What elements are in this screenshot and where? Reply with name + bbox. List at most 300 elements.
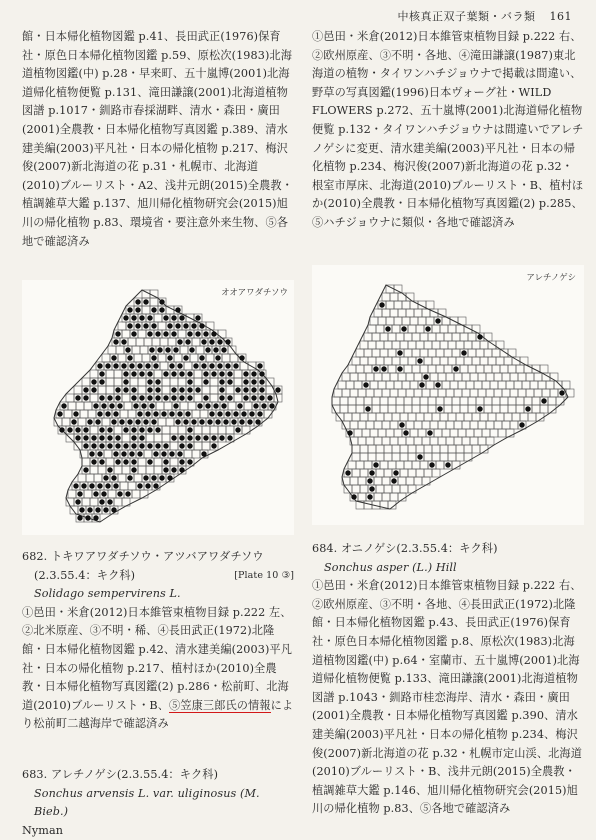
occurrence-dot	[155, 379, 160, 384]
occurrence-dot	[107, 443, 112, 448]
occurrence-dot	[237, 403, 242, 408]
occurrence-dot	[157, 347, 162, 352]
occurrence-dot	[127, 355, 132, 360]
entry-683	[22, 766, 294, 840]
occurrence-dot	[79, 507, 84, 512]
occurrence-dot	[251, 395, 256, 400]
occurrence-dot	[427, 430, 432, 435]
occurrence-dot	[83, 387, 88, 392]
occurrence-dot	[151, 475, 156, 480]
occurrence-dot	[179, 435, 184, 440]
occurrence-dot	[209, 363, 214, 368]
occurrence-dot	[559, 390, 564, 395]
occurrence-dot	[131, 435, 136, 440]
occurrence-dot	[219, 435, 224, 440]
occurrence-dot	[453, 366, 458, 371]
occurrence-dot	[187, 443, 192, 448]
occurrence-dot	[393, 470, 398, 475]
occurrence-dot	[73, 411, 78, 416]
occurrence-dot	[211, 371, 216, 376]
occurrence-dot	[435, 382, 440, 387]
left-continued-paragraph: 館・日本帰化植物図鑑 p.41、長田武正(1976)保育社・原色日本帰化植物図鑑 p.59、原松次(1983)北海道植物図鑑(中) p.28・早来町、五十嵐博(2001)北海道帰化植物便覧 p.131、滝田謙譲(2001)北海道植物図譜 p.1017・釧路市春採湖畔、清水・森田・廣田(2001)全農教・日本帰化植物写真図鑑 p.389、清水建美編(2003)平凡社・日本の帰化植物 p.217、梅沢俊(2007)新北海道の花 p.31・札幌市、北海道(2010)ブルーリスト・A2、浅井元朗(2015)全農教・植調雑草大鑑 p.137、旭川帰化植物研究会(2015)旭川の帰化植物 p.83、環境省・要注意外来生物、⑤各地で確認済み	[22, 30, 293, 248]
hokkaido-grid-map-right	[312, 265, 584, 525]
occurrence-dot	[203, 395, 208, 400]
occurrence-dot	[417, 454, 422, 459]
occurrence-dot	[147, 387, 152, 392]
occurrence-dot	[149, 403, 154, 408]
occurrence-dot	[187, 459, 192, 464]
occurrence-dot	[105, 411, 110, 416]
occurrence-dot	[99, 427, 104, 432]
occurrence-dot	[379, 302, 384, 307]
occurrence-dot	[95, 419, 100, 424]
occurrence-dot	[171, 371, 176, 376]
occurrence-dot	[123, 371, 128, 376]
occurrence-dot	[201, 339, 206, 344]
occurrence-dot	[155, 395, 160, 400]
occurrence-dot	[99, 499, 104, 504]
occurrence-dot	[101, 403, 106, 408]
occurrence-dot	[107, 427, 112, 432]
occurrence-dot	[127, 323, 132, 328]
occurrence-dot	[113, 451, 118, 456]
occurrence-dot	[155, 427, 160, 432]
occurrence-dot	[201, 451, 206, 456]
occurrence-dot	[97, 451, 102, 456]
occurrence-dot	[187, 331, 192, 336]
occurrence-dot	[275, 387, 280, 392]
occurrence-dot	[175, 307, 180, 312]
occurrence-dot	[179, 443, 184, 448]
occurrence-dot	[99, 371, 104, 376]
occurrence-dot	[195, 387, 200, 392]
occurrence-dot	[219, 387, 224, 392]
occurrence-dot	[89, 451, 94, 456]
occurrence-dot	[239, 419, 244, 424]
occurrence-dot	[251, 371, 256, 376]
occurrence-dot	[257, 363, 262, 368]
occurrence-dot	[187, 427, 192, 432]
occurrence-dot	[163, 395, 168, 400]
occurrence-dot	[177, 339, 182, 344]
entry-682-body-tail: により松前町二越海岸で確認済み	[22, 698, 294, 731]
occurrence-dot	[91, 379, 96, 384]
occurrence-dot	[165, 347, 170, 352]
occurrence-dot	[435, 318, 440, 323]
occurrence-dot	[167, 323, 172, 328]
occurrence-dot	[139, 395, 144, 400]
occurrence-dot	[145, 411, 150, 416]
occurrence-dot	[201, 363, 206, 368]
occurrence-dot	[135, 299, 140, 304]
occurrence-dot	[155, 387, 160, 392]
occurrence-dot	[239, 355, 244, 360]
occurrence-dot	[123, 379, 128, 384]
occurrence-dot	[171, 331, 176, 336]
occurrence-dot	[429, 462, 434, 467]
occurrence-dot	[243, 387, 248, 392]
occurrence-dot	[97, 363, 102, 368]
occurrence-dot	[83, 467, 88, 472]
occurrence-dot	[235, 387, 240, 392]
occurrence-dot	[109, 403, 114, 408]
occurrence-dot	[233, 411, 238, 416]
occurrence-dot	[217, 363, 222, 368]
occurrence-dot	[139, 435, 144, 440]
occurrence-dot	[231, 419, 236, 424]
occurrence-dot	[215, 355, 220, 360]
occurrence-dot	[169, 363, 174, 368]
occurrence-dot	[227, 371, 232, 376]
occurrence-dot	[191, 323, 196, 328]
hokkaido-grid-map-left	[22, 280, 294, 535]
occurrence-dot	[461, 350, 466, 355]
occurrence-dot	[363, 382, 368, 387]
distribution-map-left	[22, 280, 294, 535]
occurrence-dot	[87, 507, 92, 512]
occurrence-dot	[195, 435, 200, 440]
occurrence-dot	[169, 411, 174, 416]
occurrence-dot	[151, 323, 156, 328]
occurrence-dot	[81, 483, 86, 488]
occurrence-dot	[57, 411, 62, 416]
left-column-top-text	[22, 28, 294, 251]
occurrence-dot	[101, 491, 106, 496]
occurrence-dot	[147, 379, 152, 384]
occurrence-dot	[347, 430, 352, 435]
occurrence-dot	[147, 443, 152, 448]
occurrence-dot	[123, 387, 128, 392]
occurrence-dot	[225, 339, 230, 344]
occurrence-dot	[365, 406, 370, 411]
occurrence-dot	[99, 395, 104, 400]
occurrence-dot	[85, 515, 90, 520]
page-number: 161	[549, 10, 572, 23]
occurrence-dot	[147, 459, 152, 464]
occurrence-dot	[153, 483, 158, 488]
occurrence-dot	[115, 443, 120, 448]
occurrence-dot	[351, 494, 356, 499]
occurrence-dot	[141, 403, 146, 408]
occurrence-dot	[123, 459, 128, 464]
occurrence-dot	[135, 419, 140, 424]
occurrence-dot	[241, 411, 246, 416]
occurrence-dot	[163, 331, 168, 336]
occurrence-dot	[151, 419, 156, 424]
occurrence-dot	[253, 403, 258, 408]
entry-682-scientific-name: Solidago sempervirens L.	[34, 587, 181, 601]
entry-682-heading: 682. トキワアワダチソウ・アツバアワダチソウ	[22, 550, 264, 563]
occurrence-dot	[225, 411, 230, 416]
occurrence-dot	[369, 470, 374, 475]
occurrence-dot	[107, 395, 112, 400]
occurrence-dot	[113, 363, 118, 368]
occurrence-dot	[125, 347, 130, 352]
occurrence-dot	[153, 363, 158, 368]
entry-684-scientific-name: Sonchus asper (L.) Hill	[324, 560, 457, 574]
occurrence-dot	[177, 363, 182, 368]
occurrence-dot	[269, 403, 274, 408]
occurrence-dot	[163, 443, 168, 448]
occurrence-dot	[119, 419, 124, 424]
occurrence-dot	[145, 483, 150, 488]
occurrence-dot	[187, 387, 192, 392]
occurrence-dot	[131, 395, 136, 400]
occurrence-dot	[167, 355, 172, 360]
occurrence-dot	[75, 435, 80, 440]
occurrence-dot	[209, 411, 214, 416]
occurrence-dot	[213, 403, 218, 408]
occurrence-dot	[75, 499, 80, 504]
occurrence-dot	[385, 326, 390, 331]
occurrence-dot	[179, 315, 184, 320]
occurrence-dot	[67, 427, 72, 432]
occurrence-dot	[99, 435, 104, 440]
occurrence-dot	[131, 387, 136, 392]
occurrence-dot	[143, 475, 148, 480]
occurrence-dot	[367, 494, 372, 499]
occurrence-dot	[249, 411, 254, 416]
occurrence-dot	[131, 459, 136, 464]
occurrence-dot	[261, 403, 266, 408]
occurrence-dot	[71, 419, 76, 424]
occurrence-dot	[59, 427, 64, 432]
occurrence-dot	[155, 331, 160, 336]
occurrence-dot	[143, 323, 148, 328]
occurrence-dot	[123, 427, 128, 432]
occurrence-dot	[227, 379, 232, 384]
occurrence-dot	[211, 435, 216, 440]
occurrence-dot	[187, 395, 192, 400]
occurrence-dot	[137, 411, 142, 416]
occurrence-dot	[391, 478, 396, 483]
occurrence-dot	[139, 315, 144, 320]
occurrence-dot	[61, 403, 66, 408]
occurrence-dot	[93, 515, 98, 520]
occurrence-dot	[417, 358, 422, 363]
occurrence-dot	[75, 395, 80, 400]
occurrence-dot	[111, 355, 116, 360]
occurrence-dot	[107, 435, 112, 440]
occurrence-dot	[367, 478, 372, 483]
occurrence-dot	[235, 427, 240, 432]
occurrence-dot	[187, 435, 192, 440]
occurrence-dot	[185, 339, 190, 344]
occurrence-dot	[191, 419, 196, 424]
occurrence-dot	[147, 427, 152, 432]
occurrence-dot	[419, 382, 424, 387]
occurrence-dot	[219, 395, 224, 400]
occurrence-dot	[217, 339, 222, 344]
running-title: 中核真正双子葉類・バラ類	[397, 10, 536, 23]
occurrence-dot	[173, 347, 178, 352]
entry-684-heading: 684. オニノゲシ(2.3.55.4：キク科)	[312, 542, 498, 555]
occurrence-dot	[199, 419, 204, 424]
occurrence-dot	[199, 355, 204, 360]
occurrence-dot	[139, 427, 144, 432]
occurrence-dot	[129, 451, 134, 456]
occurrence-dot	[477, 334, 482, 339]
occurrence-dot	[117, 491, 122, 496]
occurrence-dot	[217, 411, 222, 416]
occurrence-dot	[369, 486, 374, 491]
occurrence-dot	[195, 315, 200, 320]
occurrence-dot	[105, 363, 110, 368]
occurrence-dot	[401, 326, 406, 331]
map-species-label-right: アレチノゲシ	[526, 273, 576, 283]
occurrence-dot	[149, 347, 154, 352]
occurrence-dot	[397, 366, 402, 371]
occurrence-dot	[115, 331, 120, 336]
occurrence-dot	[137, 363, 142, 368]
occurrence-dot	[423, 374, 428, 379]
occurrence-dot	[171, 387, 176, 392]
occurrence-dot	[199, 323, 204, 328]
occurrence-dot	[151, 355, 156, 360]
occurrence-dot	[147, 371, 152, 376]
occurrence-dot	[519, 422, 524, 427]
occurrence-dot	[205, 403, 210, 408]
occurrence-dot	[175, 419, 180, 424]
occurrence-dot	[171, 315, 176, 320]
occurrence-dot	[137, 451, 142, 456]
occurrence-dot	[159, 475, 164, 480]
occurrence-dot	[211, 331, 216, 336]
occurrence-dot	[91, 459, 96, 464]
occurrence-dot	[131, 371, 136, 376]
occurrence-dot	[189, 347, 194, 352]
occurrence-dot	[117, 403, 122, 408]
occurrence-dot	[207, 419, 212, 424]
occurrence-dot	[83, 395, 88, 400]
entry-682-body	[22, 604, 294, 734]
occurrence-dot	[99, 459, 104, 464]
occurrence-dot	[403, 430, 408, 435]
occurrence-dot	[219, 379, 224, 384]
occurrence-dot	[259, 395, 264, 400]
occurrence-dot	[185, 411, 190, 416]
entry-683-scientific-name: Sonchus arvensis L. var. uliginosus (M. Bieb.)	[34, 786, 260, 819]
occurrence-dot	[227, 435, 232, 440]
occurrence-dot	[111, 475, 116, 480]
occurrence-dot	[147, 395, 152, 400]
occurrence-dot	[123, 315, 128, 320]
occurrence-dot	[131, 467, 136, 472]
occurrence-dot	[225, 363, 230, 368]
occurrence-dot	[437, 406, 442, 411]
occurrence-dot	[251, 379, 256, 384]
occurrence-dot	[243, 395, 248, 400]
occurrence-dot	[131, 315, 136, 320]
occurrence-dot	[259, 387, 264, 392]
occurrence-dot	[259, 379, 264, 384]
occurrence-dot	[113, 411, 118, 416]
occurrence-dot	[227, 395, 232, 400]
occurrence-dot	[247, 419, 252, 424]
occurrence-dot	[223, 419, 228, 424]
occurrence-dot	[179, 371, 184, 376]
occurrence-dot	[173, 403, 178, 408]
occurrence-dot	[121, 339, 126, 344]
occurrence-dot	[373, 366, 378, 371]
entry-682-plate: [Plate 10 ③]	[234, 569, 294, 581]
occurrence-dot	[127, 307, 132, 312]
occurrence-dot	[163, 315, 168, 320]
occurrence-dot	[195, 331, 200, 336]
occurrence-dot	[381, 366, 386, 371]
occurrence-dot	[203, 379, 208, 384]
occurrence-dot	[169, 451, 174, 456]
entry-684-body: ①邑田・米倉(2012)日本維管束植物目録 p.222 右、②欧州原産、③不明・各地、④長田武正(1972)北隆館・日本帰化植物図鑑 p.43、長田武正(1976)保育社・原色日本帰化植物図鑑 p.8、原松次(1983)北海道植物図鑑(中) p.64・室蘭市、五十嵐博(2001)北海道帰化植物便覧 p.133、滝田謙譲(2001)北海道植物図譜 p.1043・釧路市桂恋海岸、清水・森田・廣田(2001)全農教・日本帰化植物写真図鑑 p.390、清水建美編(2003)平凡社・日本の帰化植物 p.234、梅沢俊(2007)新北海道の花 p.32・札幌市定山渓、北海道(2010)ブルーリスト・B、浅井元朗(2015)全農教・植調雑草大鑑 p.146、旭川帰化植物研究会(2015)旭川の帰化植物 p.83、⑤各地で確認済み	[312, 579, 582, 816]
page-header	[398, 8, 573, 24]
occurrence-dot	[133, 403, 138, 408]
occurrence-dot	[111, 507, 116, 512]
occurrence-dot	[399, 422, 404, 427]
occurrence-dot	[115, 459, 120, 464]
occurrence-dot	[153, 411, 158, 416]
occurrence-dot	[179, 467, 184, 472]
entry-683-heading: 683. アレチノゲシ(2.3.55.4：キク科)	[22, 768, 219, 781]
occurrence-dot	[525, 406, 530, 411]
entry-682	[22, 548, 294, 734]
occurrence-dot	[111, 419, 116, 424]
occurrence-dot	[267, 395, 272, 400]
occurrence-dot	[73, 483, 78, 488]
occurrence-dot	[159, 307, 164, 312]
occurrence-dot	[87, 419, 92, 424]
occurrence-dot	[97, 483, 102, 488]
occurrence-dot	[163, 467, 168, 472]
occurrence-dot	[127, 419, 132, 424]
occurrence-dot	[193, 363, 198, 368]
occurrence-dot	[115, 387, 120, 392]
occurrence-dot	[121, 363, 126, 368]
occurrence-dot	[251, 387, 256, 392]
occurrence-dot	[131, 427, 136, 432]
occurrence-dot	[131, 443, 136, 448]
occurrence-dot	[203, 331, 208, 336]
entry-682-family: (2.3.55.4：キク科)	[34, 568, 136, 582]
occurrence-dot	[93, 403, 98, 408]
occurrence-dot	[127, 475, 132, 480]
occurrence-dot	[99, 379, 104, 384]
occurrence-dot	[187, 379, 192, 384]
occurrence-dot	[95, 507, 100, 512]
entry-683-author: Nyman	[22, 823, 64, 837]
occurrence-dot	[129, 363, 134, 368]
occurrence-dot	[125, 491, 130, 496]
occurrence-dot	[163, 371, 168, 376]
occurrence-dot	[115, 395, 120, 400]
occurrence-dot	[177, 411, 182, 416]
occurrence-dot	[171, 467, 176, 472]
map-species-label-left: オオアワダチソウ	[221, 288, 288, 298]
entry-682-family-line	[22, 567, 294, 586]
occurrence-dot	[135, 307, 140, 312]
occurrence-dot	[205, 347, 210, 352]
occurrence-dot	[183, 419, 188, 424]
occurrence-dot	[83, 427, 88, 432]
occurrence-dot	[183, 355, 188, 360]
occurrence-dot	[121, 451, 126, 456]
occurrence-dot	[113, 339, 118, 344]
occurrence-dot	[171, 435, 176, 440]
occurrence-dot	[145, 363, 150, 368]
occurrence-dot	[187, 371, 192, 376]
occurrence-dot	[93, 491, 98, 496]
occurrence-dot	[219, 371, 224, 376]
occurrence-dot	[167, 475, 172, 480]
